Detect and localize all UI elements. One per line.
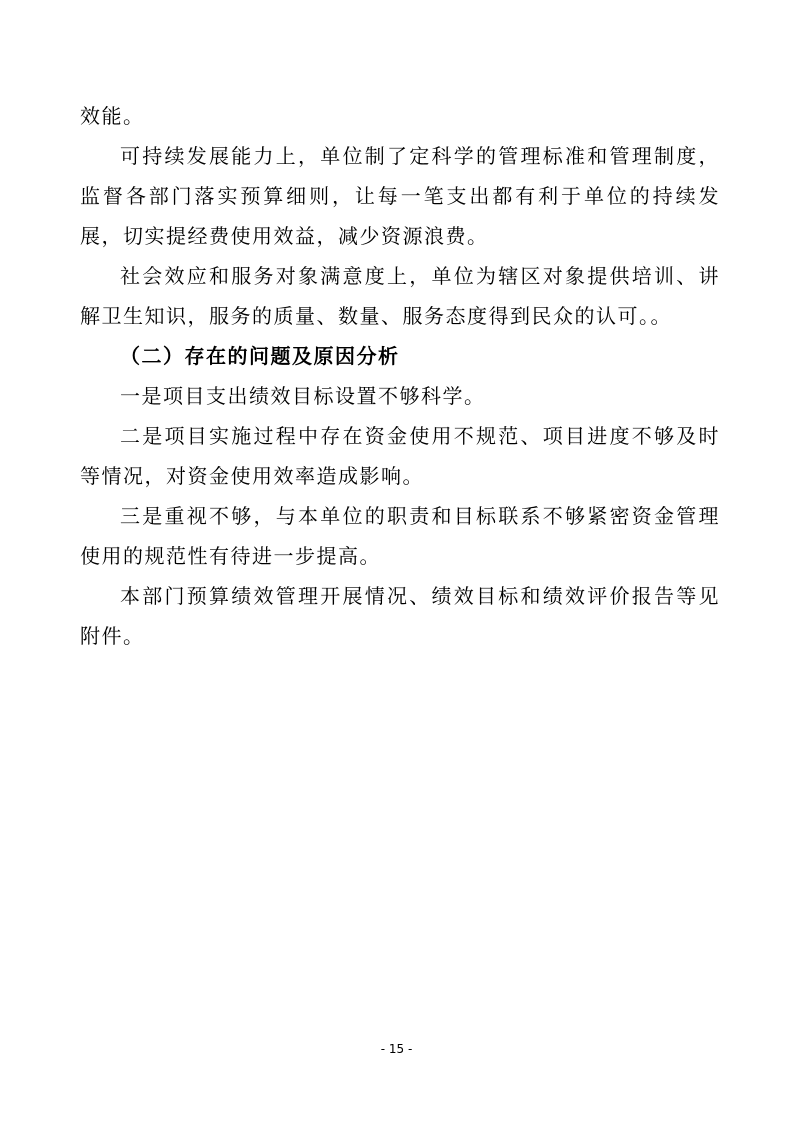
paragraph-problem-2: 二是项目实施过程中存在资金使用不规范、项目进度不够及时等情况，对资金使用效率造成影响。 [80, 424, 720, 488]
section-heading-problems: （二）存在的问题及原因分析 [120, 344, 400, 368]
paragraph-continuation: 效能。 [80, 104, 145, 128]
paragraph-problem-3: 三是重视不够，与本单位的职责和目标联系不够紧密资金管理使用的规范性有待进一步提高。 [80, 504, 720, 568]
page-number: - 15 - [380, 1042, 413, 1056]
paragraph-attachment-note: 本部门预算绩效管理开展情况、绩效目标和绩效评价报告等见附件。 [80, 584, 720, 648]
paragraph-sustainability: 可持续发展能力上，单位制了定科学的管理标准和管理制度，监督各部门落实预算细则，让每一笔支出都有利于单位的持续发展，切实提经费使用效益，减少资源浪费。 [80, 144, 720, 248]
document-body [80, 96, 720, 656]
paragraph-social-effect: 社会效应和服务对象满意度上，单位为辖区对象提供培训、讲解卫生知识，服务的质量、数量、服务态度得到民众的认可。。 [80, 264, 720, 328]
paragraph-problem-1: 一是项目支出绩效目标设置不够科学。 [120, 384, 486, 408]
